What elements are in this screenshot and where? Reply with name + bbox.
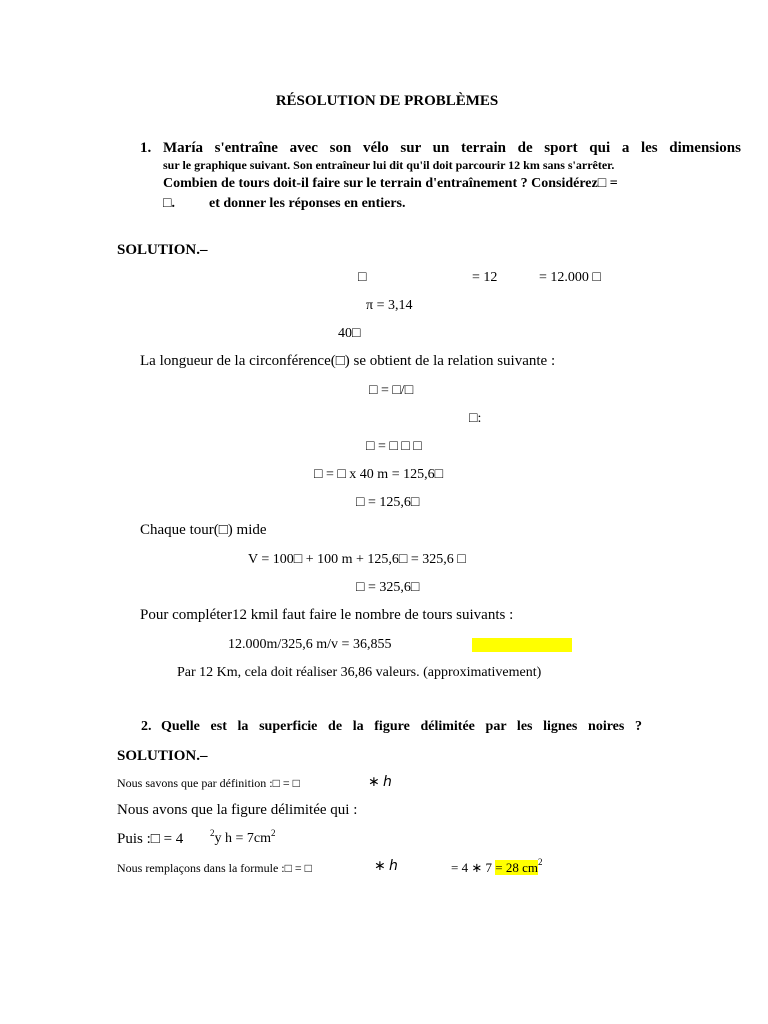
asterisk-symbol: ∗ [368, 774, 380, 790]
solution-2-line-1a: Nous savons que par définition :□ = □ [117, 776, 300, 790]
problem-2-number: 2. [141, 719, 152, 734]
solution-2-line-4a: Nous remplaçons dans la formule :□ = □ [117, 861, 312, 875]
solution-1-line-8: □ = □ x 40 m = 125,6□ [314, 467, 444, 482]
result-highlight: = 28 cm [495, 860, 538, 875]
solution-1-line-13: Pour compléter12 kmil faut faire le nombre de tours suivants : [140, 607, 514, 623]
solution-1-line-3: 40□ [338, 326, 361, 341]
page-title: RÉSOLUTION DE PROBLÈMES [275, 93, 499, 109]
solution-2-heading: SOLUTION.– [117, 748, 208, 764]
solution-1-line-11: V = 100□ + 100 m + 125,6□ = 325,6 □ [248, 552, 466, 567]
solution-2-line-3c: y h = 7cm [214, 831, 271, 846]
solution-1-line-15: Par 12 Km, cela doit réaliser 36,86 valeurs. (approximativement) [177, 665, 542, 680]
problem-1-line-2: sur le graphique suivant. Son entraîneur lui dit qu'il doit parcourir 12 km sans s'arrêter. [163, 158, 615, 172]
solution-1-line-7: □ = □ □ □ [366, 439, 422, 454]
asterisk-symbol: ∗ [374, 858, 386, 874]
problem-1-line-3: Combien de tours doit-il faire sur le terrain d'entraînement ? Considérez□ = [163, 176, 618, 191]
problem-2-text: Quelle est la superficie de la figure délimitée par les lignes noires ? [161, 719, 642, 734]
solution-1-line-9: □ = 125,6□ [356, 495, 420, 510]
solution-2-line-3a: Puis :□ = 4 [117, 831, 184, 847]
solution-2-line-4 [451, 857, 543, 876]
h-variable: h [389, 858, 398, 874]
solution-2-line-3 [210, 828, 276, 847]
solution-1-line-6: □: [469, 411, 482, 426]
solution-1-line-1b: = 12 [472, 270, 498, 285]
problem-1-line-4b: et donner les réponses en entiers. [209, 196, 406, 211]
solution-2-line-2: Nous avons que la figure délimitée qui : [117, 802, 358, 818]
solution-1-heading: SOLUTION.– [117, 242, 208, 258]
problem-1-line-1: María s'entraîne avec son vélo sur un terrain de sport qui a les dimensions [163, 140, 741, 156]
highlight-mark [472, 638, 572, 652]
h-variable: h [383, 774, 392, 790]
solution-1-line-5: □ = □/□ [369, 383, 414, 398]
superscript-2c: 2 [537, 857, 543, 867]
solution-1-pi: π = 3,14 [366, 298, 413, 313]
problem-1-number: 1. [140, 140, 152, 156]
solution-1-line-12: □ = 325,6□ [356, 580, 420, 595]
asterisk-symbol: ∗ [471, 861, 483, 876]
solution-1-line-1c: = 12.000 □ [539, 270, 601, 285]
solution-2-line-4d: = 4 [451, 860, 469, 875]
superscript-2: 2 [210, 828, 215, 838]
solution-1-line-10: Chaque tour(□) mide [140, 522, 267, 538]
solution-2-line-4f: 7 [485, 860, 492, 875]
problem-1-line-4a: □. [163, 196, 175, 211]
solution-1-line-1a: □ [358, 270, 367, 285]
solution-1-line-4: La longueur de la circonférence(□) se obtient de la relation suivante : [140, 353, 556, 369]
superscript-2b: 2 [271, 828, 276, 838]
solution-1-line-14: 12.000m/325,6 m/v = 36,855 [228, 637, 392, 652]
